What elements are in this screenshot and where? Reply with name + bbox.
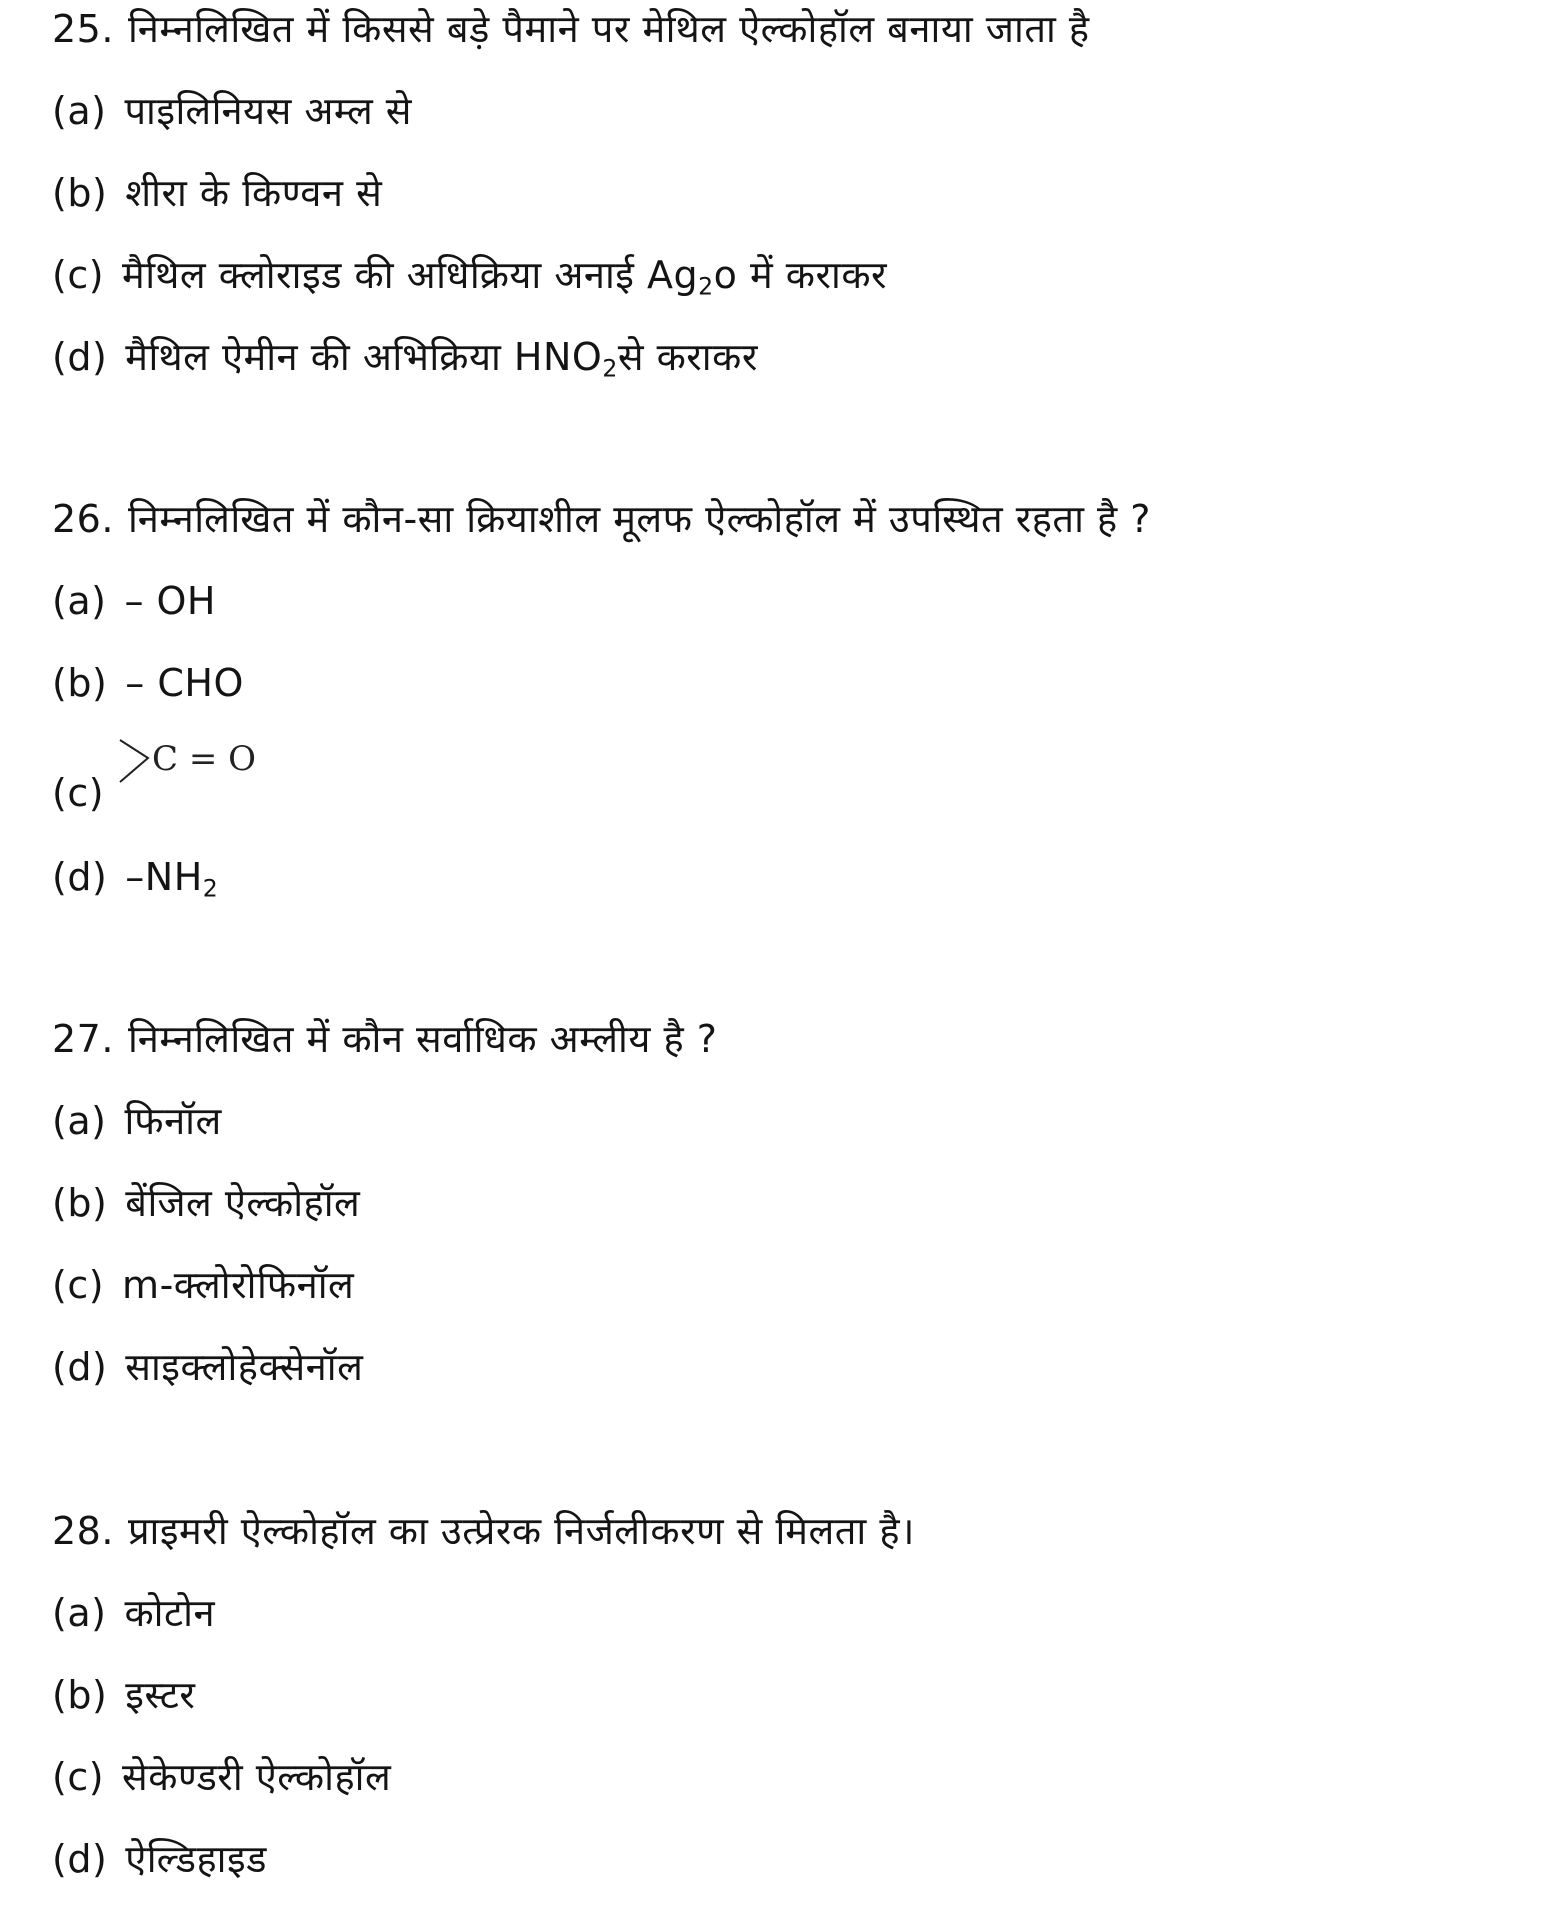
option-text: कोटोन	[124, 1591, 216, 1635]
option-text-pre: मैथिल ऐमीन की अभिक्रिया HNO	[125, 335, 603, 379]
question-25	[52, 4, 1090, 54]
option-text: इस्टर	[125, 1673, 196, 1717]
option-label: (d)	[52, 335, 108, 379]
q25-option-b	[52, 168, 382, 218]
q25-option-a	[52, 86, 412, 136]
option-label: (b)	[52, 1673, 108, 1717]
question-text: निम्नलिखित में कौन-सा क्रियाशील मूलफ ऐल्कोहॉल में उपस्थित रहता है ?	[127, 497, 1151, 541]
option-label: (b)	[52, 171, 108, 215]
question-28	[52, 1506, 915, 1556]
option-label: (a)	[52, 579, 107, 623]
option-text: साइक्लोहेक्सेनॉल	[125, 1345, 364, 1389]
option-text-pre: मैथिल क्लोराइड की अधिक्रिया अनाई Ag	[122, 253, 699, 297]
option-text-subscript: 2	[202, 874, 219, 903]
question-number: 28.	[52, 1509, 114, 1553]
option-label: (c)	[52, 1263, 105, 1307]
option-text: पाइलिनियस अम्ल से	[124, 89, 412, 133]
option-text-post: o में कराकर	[713, 253, 888, 297]
option-label: (b)	[52, 661, 108, 705]
q27-option-d	[52, 1342, 363, 1392]
option-text-pre: –NH	[125, 855, 203, 899]
option-text: ऐल्डिहाइड	[125, 1837, 267, 1881]
q28-option-d	[52, 1834, 267, 1884]
question-text: निम्नलिखित में कौन सर्वाधिक अम्लीय है ?	[127, 1017, 718, 1061]
option-text: शीरा के किण्वन से	[125, 171, 383, 215]
option-label: (a)	[52, 89, 107, 133]
question-number: 27.	[52, 1017, 114, 1061]
option-label: (c)	[52, 1755, 105, 1799]
option-text: – OH	[124, 579, 217, 623]
option-text: – CHO	[125, 661, 244, 705]
q26-option-c	[52, 768, 122, 818]
q27-option-a	[52, 1096, 222, 1146]
option-label: (d)	[52, 855, 108, 899]
carbonyl-formula: C = O	[152, 739, 256, 779]
question-26	[52, 494, 1151, 544]
option-label: (a)	[52, 1099, 107, 1143]
q26-option-d	[52, 852, 218, 902]
option-label: (b)	[52, 1181, 108, 1225]
option-label: (d)	[52, 1837, 108, 1881]
option-text-subscript: 2	[698, 272, 714, 301]
option-label: (d)	[52, 1345, 108, 1389]
q27-option-b	[52, 1178, 360, 1228]
question-number: 26.	[52, 497, 114, 541]
option-text: सेकेण्डरी ऐल्कोहॉल	[122, 1755, 392, 1799]
q26-option-b	[52, 658, 244, 708]
option-text: m-क्लोरोफिनॉल	[122, 1263, 355, 1307]
q25-option-c	[52, 250, 887, 300]
question-27	[52, 1014, 717, 1064]
question-text: प्राइमरी ऐल्कोहॉल का उत्प्रेरक निर्जलीकरण से मिलता है।	[127, 1509, 915, 1553]
q28-option-a	[52, 1588, 215, 1638]
option-text-post: से कराकर	[617, 335, 758, 379]
q28-option-b	[52, 1670, 195, 1720]
question-number: 25.	[52, 7, 114, 51]
option-label: (c)	[52, 771, 105, 815]
carbonyl-group-structure	[118, 734, 258, 804]
question-text: निम्नलिखित में किससे बड़े पैमाने पर मेथिल ऐल्कोहॉल बनाया जाता है	[127, 7, 1090, 51]
q27-option-c	[52, 1260, 354, 1310]
option-label: (c)	[52, 253, 105, 297]
q28-option-c	[52, 1752, 391, 1802]
option-label: (a)	[52, 1591, 107, 1635]
option-text-subscript: 2	[602, 354, 618, 383]
q26-option-a	[52, 576, 216, 626]
carbonyl-bond-lines	[120, 740, 148, 782]
option-text: फिनॉल	[124, 1099, 222, 1143]
option-text: बेंजिल ऐल्कोहॉल	[125, 1181, 361, 1225]
q25-option-d	[52, 332, 758, 382]
